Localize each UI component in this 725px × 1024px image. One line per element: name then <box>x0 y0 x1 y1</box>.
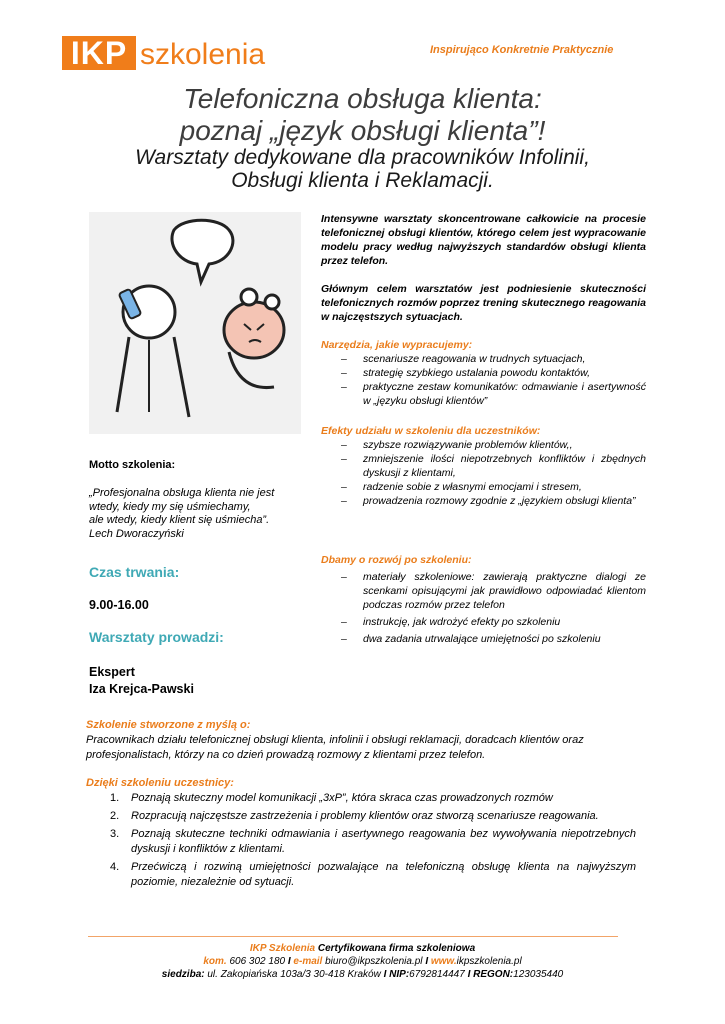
tagline: Inspirująco Konkretnie Praktycznie <box>430 44 614 56</box>
motto-heading: Motto szkolenia: <box>89 459 176 471</box>
list-item: – zmniejszenie ilości niepotrzebnych konfliktów i zbędnych dyskusji z klientami, <box>341 453 646 479</box>
motto-quote: „Profesjonalna obsługa klienta nie jest wtedy, kiedy my się uśmiechamy, ale wtedy, kiedy klient się uśmiecha”. Lech Dworaczyński <box>89 487 304 541</box>
illustration <box>89 212 301 434</box>
subtitle-line-2: Obsługi klienta i Reklamacji. <box>231 169 494 192</box>
list-item: 3. Poznają skuteczne techniki odmawiania i asertywnego reagowania bez wywoływania niepotrzebnych dyskusji i konfliktów z klientami. <box>110 828 636 855</box>
list-item: – radzenie sobie z własnymi emocjami i stresem, <box>341 481 582 493</box>
list-item: – scenariusze reagowania w trudnych sytuacjach, <box>341 353 586 365</box>
list-item: – materiały szkoleniowe: zawierają praktyczne dialogi ze scenkami opisującymi jak prawidłowo odpowiadać klientom podczas rozmów przez telefon <box>341 571 646 611</box>
trainer-role: Ekspert <box>89 665 135 679</box>
list-item: – dwa zadania utrwalające umiejętności po szkoleniu <box>341 633 601 645</box>
person-on-phone-icon <box>89 212 301 434</box>
list-item: – instrukcję, jak wdrożyć efekty po szkoleniu <box>341 616 561 628</box>
development-section <box>321 553 646 646</box>
intro-paragraph-2: Głównym celem warsztatów jest podniesienie skuteczności telefonicznych rozmów poprzez trening skutecznego reagowania w najczęstszych sytuacjach. <box>321 283 646 323</box>
intro-paragraph-1: Intensywne warsztaty skoncentrowane całkowicie na procesie telefonicznej obsługi klientów, którego celem jest wypracowanie modelu pracy według najwyższych standardów obsługi klienta przez telefon. <box>321 213 646 267</box>
development-heading: Dbamy o rozwój po szkoleniu: <box>321 554 472 566</box>
benefits-section <box>86 776 646 890</box>
title-line-1: Telefoniczna obsługa klienta: <box>183 83 542 114</box>
logo-text: szkolenia <box>140 38 266 71</box>
audience-heading: Szkolenie stworzone z myślą o: <box>86 719 251 731</box>
effects-section <box>321 424 646 508</box>
duration-value: 9.00-16.00 <box>89 598 149 612</box>
duration-heading: Czas trwania: <box>89 564 180 580</box>
footer-line-3: siedziba: ul. Zakopiańska 103a/3 30-418 Kraków I NIP:6792814447 I REGON:123035440 <box>161 969 564 980</box>
logo-box: IKP <box>62 36 136 70</box>
effects-heading: Efekty udziału w szkoleniu dla uczestników: <box>321 425 541 437</box>
motto-author: Lech Dworaczyński <box>89 527 184 540</box>
tools-heading: Narzędzia, jakie wypracujemy: <box>321 339 473 351</box>
tools-section <box>321 338 646 408</box>
motto-section <box>89 459 304 541</box>
footer-line-1: IKP Szkolenia Certyfikowana firma szkoleniowa <box>249 943 476 954</box>
benefits-heading: Dzięki szkoleniu uczestnicy: <box>86 777 234 789</box>
title-line-2: poznaj „język obsługi klienta”! <box>179 115 546 146</box>
audience-text: Pracownikach działu telefonicznej obsługi klienta, infolinii i obsługi reklamacji, doradcach klientów oraz profesjonalistach, którzy na co dzień prowadzą rozmowy z klientami przez telefon. <box>86 734 584 761</box>
subtitle-line-1: Warsztaty dedykowane dla pracowników Infolinii, <box>135 146 590 169</box>
trainer-heading: Warsztaty prowadzi: <box>89 629 224 645</box>
list-item: 1. Poznają skuteczny model komunikacji „3xP”, która skraca czas prowadzonych rozmów <box>110 792 553 804</box>
list-item: 2. Rozpracują najczęstsze zastrzeżenia i problemy klientów oraz stworzą scenariusze reagowania. <box>110 810 599 822</box>
list-item: – strategię szybkiego ustalania powodu kontaktów, <box>341 367 591 379</box>
list-item: 4. Przećwiczą i rozwiną umiejętności pozwalające na telefoniczną obsługę klienta na najwyższym poziomie, niezależnie od sytuacji. <box>110 861 636 888</box>
footer-line-2: kom. 606 302 180 I e-mail biuro@ikpszkolenia.pl I www.ikpszkolenia.pl <box>203 956 522 967</box>
footer-divider <box>88 936 618 937</box>
list-item: – prowadzenia rozmowy zgodnie z „językiem obsługi klienta” <box>341 495 636 507</box>
list-item: – praktyczne zestaw komunikatów: odmawianie i asertywność w „języku obsługi klientów” <box>341 381 646 407</box>
trainer-name: Iza Krejca-Pawski <box>89 682 194 696</box>
list-item: – szybsze rozwiązywanie problemów klientów,, <box>341 439 573 451</box>
audience-section <box>86 718 646 763</box>
